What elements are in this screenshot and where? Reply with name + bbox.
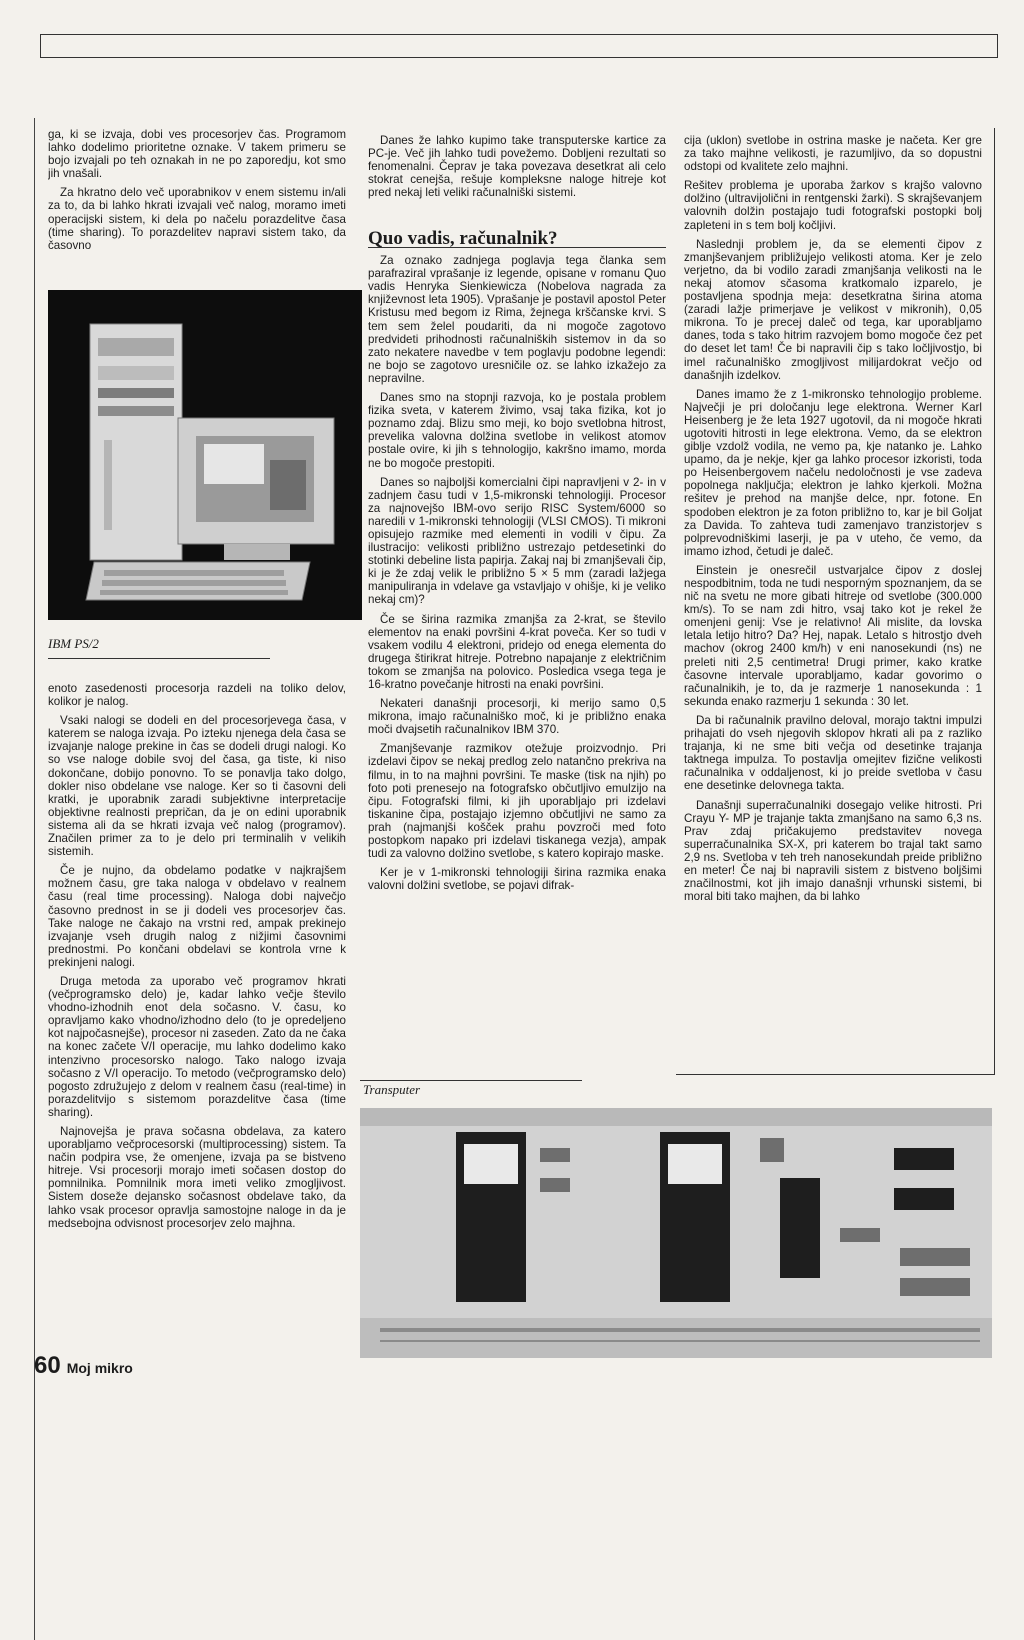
paragraph: Najnovejša je prava sočasna obdelava, za katero uporabljamo večprocesorski (multiprocessing) sistem. Ta način podpira vse, že omenjene, izvaja pa se bistveno hitreje. Vsi procesorji morajo imeti sočasen dostop do pomnilnika. Pomnilnik mora imeti veliko zmogljivost. Sistem doseže dejansko sočasnost obdelave tako, da lahko vsak procesor opravlja samostojne naloge in da je medsebojna odvisnost procesorjev zelo majhna. <box>48 1125 346 1230</box>
page-footer <box>34 1352 133 1380</box>
column-1-top <box>48 128 346 262</box>
paragraph: Za oznako zadnjega poglavja tega članka sem parafraziral vprašanje iz legende, opisane v romanu Quo vadis Henryka Sienkiewicza (Nobelova nagrada za književnost leta 1905). Vprašanje je postavil apostol Peter Kristusu med begom iz Rima, žejnega krščanske krvi. S tem sem želel poudariti, da ni mogoče zagotovo predvideti prihodnosti računalniških sistemov in da so zato nekatere navedbe v tem poglavju podobne legendi: ne bojo se zagotovo uresničile oz. se lahko izkažejo za nepravilne. <box>368 254 666 385</box>
paragraph: Ker je v 1-mikronski tehnologiji širina razmika enaka valovni dolžini svetlobe, se pojavi difrak- <box>368 866 666 893</box>
paragraph: Da bi računalnik pravilno deloval, morajo taktni impulzi prihajati do vseh njegovih sklopov hkrati ali pa z razliko trajanja, ki ne sme biti večja od desetinke trajanja taktnega impulza. To postavlja omejitev fizične velikosti računalnika v oddaljenost, ki jo preide svetloba v času ene desetinke delovnega takta. <box>684 713 982 793</box>
caption-rule <box>360 1080 582 1081</box>
photo-caption: Transputer <box>363 1082 421 1097</box>
column-2 <box>368 134 666 1084</box>
ibm-ps2-photo <box>48 290 362 620</box>
paragraph: Danes smo na stopnji razvoja, ko je postala problem fizika sveta, v katerem živimo, vsaj taka fizika, kot jo poznamo zdaj. Blizu smo meji, ko bojo svetlobna hitrost, prevelika valovna dolžina svetlobe in velikost atomov postale ovire, ki jih s tehnologijo, kakršno imamo, morda ne bo mogoče prestopiti. <box>368 391 666 470</box>
paragraph: Druga metoda za uporabo več programov hkrati (večprogramsko delo) je, kadar lahko večje število vhodno-izhodnih enot dela sočasno. V. času, ko opravljamo kako vhodno/izhodno delo (to je opredeljeno kot najpočasnejše), procesor ni zaseden. Zato da ne čaka na konec začete V/I operacije, mu lahko dodelimo kako intenzivno procesorsko nalogo. Tako nalogo izvaja sočasno z V/I operacijo. To metodo (večprogramsko delo) pogosto združujejo z delom v realnem času (real-time) in porazdelitvijo s sistemom porazdelitve časa (time sharing). <box>48 974 346 1119</box>
paragraph: Danes so najboljši komercialni čipi napravljeni v 2- in v zadnjem času tudi v 1,5-mikronski tehnologiji. Procesor za najnovejšo IBM-ovo serijo RISC System/6000 so naredili v 1-mikronski tehnologiji (VLSI CMOS). Ti mikroni opisujejo razmike med elementi in vodili v čipu. Za ilustracijo: velikosti približno ustrezajo petdesetinki do stotinki debeline lista papirja. Zakaj naj bi zmanjševali čip, ki je že zdaj velik le približno 5 × 5 mm (zaradi lažjega manipuliranja in vdelave ga vstavljajo v ohišje, ki je veliko nekaj cm)? <box>368 475 666 607</box>
paragraph: enoto zasedenosti procesorja razdeli na toliko delov, kolikor je nalog. <box>48 682 346 709</box>
paragraph: Einstein je onesrečil ustvarjalce čipov z doslej nespodbitnim, toda ne tudi nesporným spoznanjem, da se nič na svetu ne more gibati hitreje od svetlobe (300.000 km/s). To se nam zdi hitro, vsaj tako kot je rekel že omenjeni genij: Vse je relativno! Ali mislite, da lovska letala letijo hitro? Da? Hej, napak. Letalo s hitrostjo dveh machov (okrog 2400 km/h) v eni nanosekundi (ns) ne preleti niti 2,5 centimetra! Drugi primer, kako kratke časovne intervale uporabljamo, kadar govorimo o računalnikih, je to, da je razmerje 1 nanosekunda : 1 sekunda enako razmerju 1 sekunda : 30 let. <box>684 563 982 708</box>
paragraph: Zmanjševanje razmikov otežuje proizvodnjo. Pri izdelavi čipov se nekaj predlog zelo natančno prekriva na filmu, in to na majhni površini. Te maske (tisk na njih) po foto poti prenesejo na fotografsko občutljivo emulzijo na čipu. Fotografski filmi, ki jih uporabljajo pri izdelavi tiskanine čipa, postajajo izjemno občutljivi ne samo za prah (najmanjši košček prahu povzroči med foto postopkom napako pri izdelavi tiskanega vezja), ampak tudi za valovno dolžino svetlobe, s katero kopirajo maske. <box>368 742 666 861</box>
circuit-board-illustration <box>360 1108 992 1358</box>
paragraph: cija (uklon) svetlobe in ostrina maske je načeta. Ker gre za tako majhne velikosti, je razumljivo, da so dopustni odstopi od kvalitete zelo majhni. <box>684 134 982 174</box>
paragraph: Vsaki nalogi se dodeli en del procesorjevega časa, v katerem se naloga izvaja. Po izteku njenega dela časa se izvajanje naloge prekine in čas se dodeli drugi nalogi. Ko so vse naloge dobile svoj del časa, ga tiste, ki niso dokončane, dobijo ponovno. To se ponavlja tako dolgo, dokler niso obdelane vse naloge. Ker so ti časovni deli kratki, je uporabnik zaradi subjektivne interpretacije objektivne realnosti prepričan, da je on edini uporabnik sistema ali da se hkrati izvaja več nalog (programov). Značilen primer za to je delo pri terminalih v velikih sistemih. <box>48 714 346 859</box>
column-3 <box>684 134 982 1074</box>
paragraph: ga, ki se izvaja, dobi ves procesorjev čas. Programom lahko dodelimo prioritetne oznake. V takem primeru se bojo izvajali po teh oznakah in ne po zaporedju, kot smo jih vnašali. <box>48 128 346 181</box>
page-number: 60 <box>34 1352 61 1379</box>
paragraph: Danes že lahko kupimo take transputerske kartice za PC-je. Več jih lahko tudi povežemo. Dobljeni rezultati so fenomenalni. Čeprav je taka povezava desetkrat ali celo stokrat cenejša, rešuje kompleksne naloge hitreje kot pred nekaj leti veliki računalniški sistemi. <box>368 134 666 200</box>
header-box <box>40 34 998 58</box>
magazine-name: Moj mikro <box>66 1360 133 1376</box>
caption-rule <box>48 658 270 659</box>
paragraph: Nekateri današnji procesorji, ki merijo samo 0,5 mikrona, imajo računalniško moč, ki je približno enaka moči dvajsetih računalnikov IBM 370. <box>368 697 666 737</box>
paragraph: Naslednji problem je, da se elementi čipov z zmanjševanjem približujejo velikosti atoma. Ker je zelo verjetno, da bi vodilo zaradi zmanjšanja velikosti na le nekaj atomov sčasoma kratkomalo izparelo, je postavljena spodnja meja: desetkratna širina atoma (zaradi lažje primerjave je velikost v mikronih), 0,05 mikrona. To je precej daleč od tega, kar uporabljamo danes, toda s tako hitrim razvojem bomo mogoče čez pet do deset let tam! Če bi napravili čip s tako ločljivostjo, bi imel računalniško zmogljivost milijardokrat večjo od današnjih izdelkov. <box>684 237 982 382</box>
column-1-bottom <box>48 682 346 1334</box>
section-heading: Quo vadis, računalnik? <box>368 232 666 248</box>
paragraph: Današnji superračunalniki dosegajo velike hitrosti. Pri Crayu Y- MP je trajanje takta zmanjšano na samo 6,3 ns. Prav zdaj pričakujemo predstavitev novega superračunalnika SX-X, pri katerem bo trajal takt samo 2,9 ns. Svetloba v teh treh nanosekundah preide približno en meter! Če naj bi napravili sistem z bistveno boljšimi značilnostmi, kot jih imajo današnji vrhunski sistemi, bi moral biti tako majhen, da bi lahko <box>684 798 982 904</box>
paragraph: Če se širina razmika zmanjša za 2-krat, se število elementov na enaki površini 4-krat poveča. Ker so tudi v vsakem vodilu 4 elektroni, pridejo od enega elementa do drugega štirikrat hitreje. Potrebno napajanje z električnim tokom se zmanjša na polovico. Posledica vsega tega je 16-kratno povečanje hitrosti na enaki površini. <box>368 612 666 691</box>
computer-illustration <box>48 290 362 620</box>
paragraph: Če je nujno, da obdelamo podatke v najkrajšem možnem času, gre taka naloga v obdelavo v realnem času (real time processing). Naloga dobi največjo časovno prednost in se ji dodeli ves procesorjev čas. Take naloge ne čakajo na vrstni red, ampak prekinejo izvajanje vseh drugih nalog z nižjimi časovnimi prednostmi. Po končani obdelavi se kontrola vrne k prekinjeni nalogi. <box>48 864 346 969</box>
paragraph: Rešitev problema je uporaba žarkov s krajšo valovno dolžino (ultravijolični in rentgenski žarki). S skrajševanjem valovnih dolžin postajajo tudi fotografski postopki bolj zapleteni in s tem bolj kočljivi. <box>684 179 982 232</box>
paragraph: Danes imamo že z 1-mikronsko tehnologijo probleme. Največji je pri določanju lege elektrona. Werner Karl Heisenberg je že leta 1927 ugotovil, da ni mogoče hkrati ugotoviti hitrosti in lege elektrona. Vemo, da se elektron giblje vzdolž vodila, ne vemo pa, kje natanko je. Lahko upamo, da je nekje, kjer ga lahko procesor izkoristi, toda po Heisenbergovem načelu nedoločnosti je vse zadeva popolnega naključja; elektron je lahko kjerkoli. Možna rešitev je prehod na manjše delce, npr. fotone. En spodoben elektron je za foton približno to, kar je bil Goljat za Davida. To zahteva tudi zamenjavo tranzistorjev s polprevodniškimi laserji, je pa v uteho, če vemo, da imamo izhod, četudi je daleč. <box>684 387 982 558</box>
photo-caption: IBM PS/2 <box>48 636 99 651</box>
transputer-board-photo <box>360 1108 992 1358</box>
paragraph: Za hkratno delo več uporabnikov v enem sistemu in/ali za to, da bi lahko hkrati izvajali več nalog, moramo imeti operacijski sistem, ki dela po načelu porazdelitve časa (time sharing). To porazdelitev napravi sistem tako, da časovno <box>48 186 346 252</box>
